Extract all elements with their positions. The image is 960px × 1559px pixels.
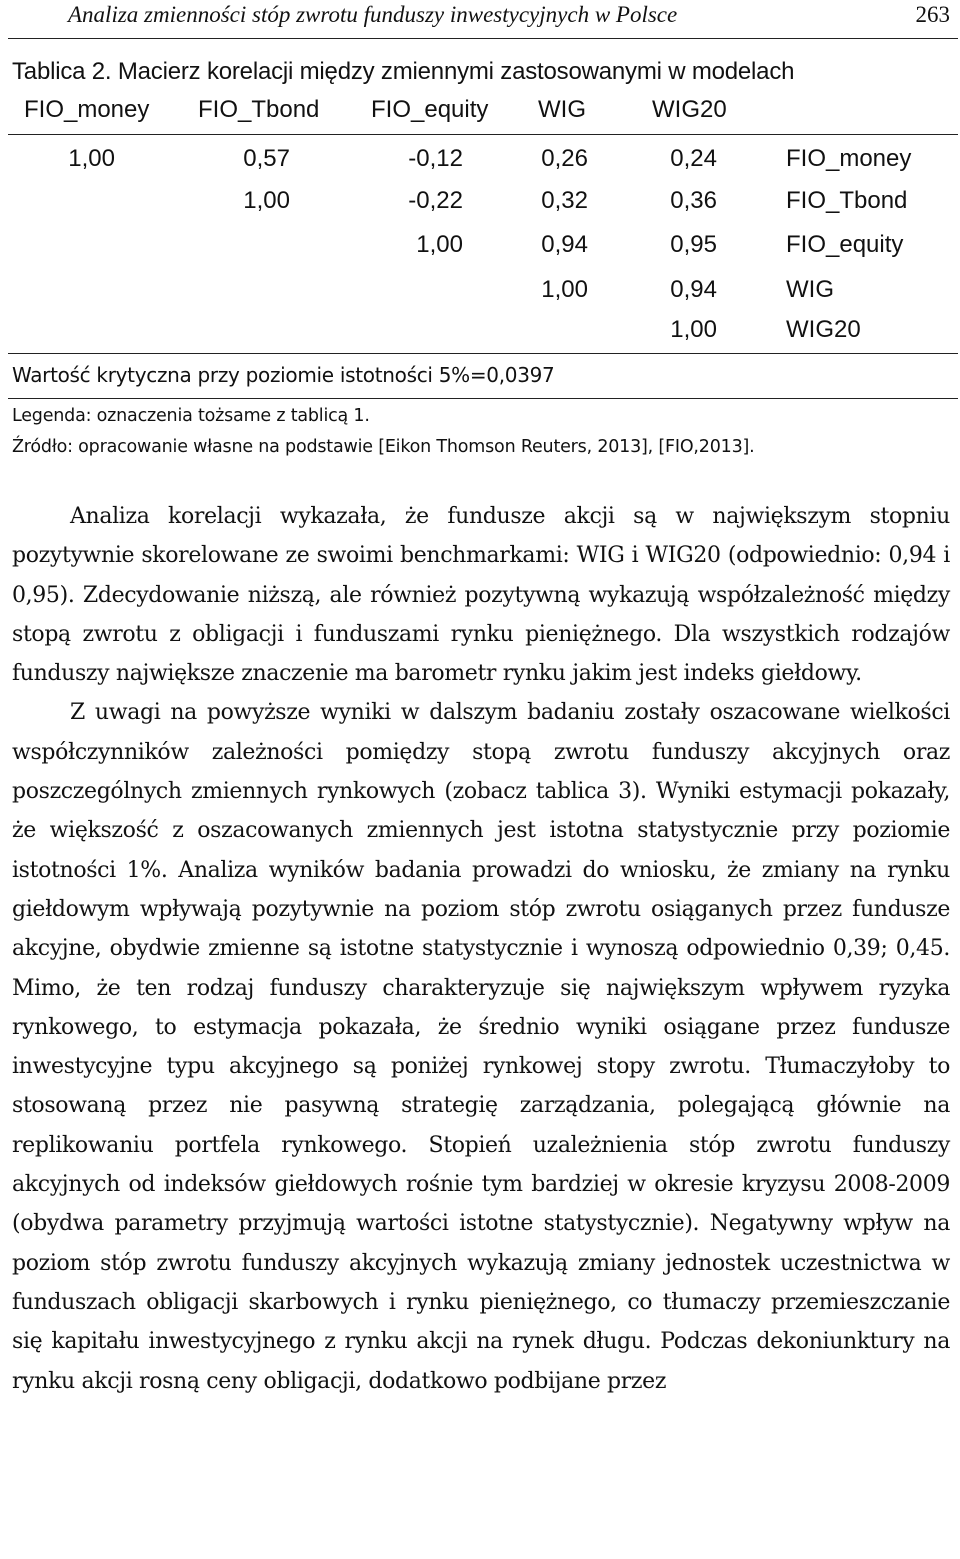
table-header-rule — [8, 134, 958, 135]
table-caption: Tablica 2. Macierz korelacji między zmiennymi zastosowanymi w modelach — [12, 58, 795, 85]
running-title: Analiza zmienności stóp zwrotu funduszy inwestycyjnych w Polsce — [68, 2, 678, 27]
paragraph: Analiza korelacji wykazała, że fundusze akcji są w największym stopniu pozytywnie skorelowane ze swoimi benchmarkami: WIG i WIG20 (odpowiednio: 0,94 i 0,95). Zdecydowanie niższą, ale również pozytywną wykazują współzależność między stopą zwrotu z obligacji i funduszami rynku pieniężnego. Dla wszystkich rodzajów funduszy największe znaczenie ma barometr rynku jakim jest indeks giełdowy. — [12, 504, 950, 687]
row-label: FIO_Tbond — [786, 187, 908, 214]
row-label: FIO_equity — [786, 231, 904, 258]
table-cell: 0,94 — [670, 276, 717, 303]
column-header: WIG20 — [652, 96, 727, 123]
table-cell: 0,24 — [670, 145, 717, 172]
column-header: FIO_Tbond — [198, 96, 320, 123]
table-cell: 0,94 — [541, 231, 588, 258]
table-cell: 1,00 — [670, 316, 717, 343]
table-cell: 0,36 — [670, 187, 717, 214]
table-cell: 0,95 — [670, 231, 717, 258]
page-number: 263 — [915, 2, 950, 27]
row-label: FIO_money — [786, 145, 912, 172]
table-source: Źródło: opracowanie własne na podstawie [Eikon Thomson Reuters, 2013], [FIO,2013]. — [12, 437, 755, 457]
column-header: FIO_money — [24, 96, 150, 123]
table-cell: 1,00 — [541, 276, 588, 303]
table-footer-rule — [8, 398, 958, 399]
row-label: WIG — [786, 276, 834, 303]
running-header — [0, 0, 960, 38]
paragraph: Z uwagi na powyższe wyniki w dalszym badaniu zostały oszacowane wielkości współczynników zależności pomiędzy stopą zwrotu funduszy akcyjnych oraz poszczególnych zmiennych rynkowych (zobacz tablica 3). Wyniki estymacji pokazały, że większość z oszacowanych zmiennych jest istotna statystycznie przy poziomie istotności 1%. Analiza wyników badania prowadzi do wniosku, że zmiany na rynku giełdowym wpływają pozytywnie na poziom stóp zwrotu osiąganych przez fundusze akcyjne, obydwie zmienne są istotne statystycznie i wynoszą odpowiednio 0,39; 0,45. Mimo, że ten rodzaj funduszy charakteryzuje się największym wpływem ryzyka rynkowego, to estymacja pokazała, że średnio wyniki osiągane przez fundusze inwestycyjne typu akcyjnego są poniżej rynkowej stopy zwrotu. Tłumaczyłoby to stosowaną przez nie pasywną strategię zarządzania, polegającą głównie na replikowaniu portfela rynkowego. Stopień uzależnienia stóp zwrotu funduszy akcyjnych od indeksów giełdowych rośnie tym bardziej w okresie kryzysu 2008-2009 (obydwa parametry przyjmują wartości istotne statystycznie). Negatywny wpływ na poziom stóp zwrotu funduszy akcyjnych wykazują zmiany jednostek uczestnictwa w funduszach obligacji skarbowych i rynku pieniężnego, co tłumaczy przemieszczanie się kapitału inwestycyjnego z rynku akcji na rynek długu. Podczas dekoniunktury na rynku akcji rosną ceny obligacji, dodatkowo podbijane przez — [12, 700, 950, 1394]
table-cell: -0,22 — [408, 187, 463, 214]
table-cell: 1,00 — [68, 145, 115, 172]
table-cell: 1,00 — [416, 231, 463, 258]
table-legend: Legenda: oznaczenia tożsame z tablicą 1. — [12, 406, 370, 426]
body-text — [12, 497, 950, 1401]
table-cell: 0,32 — [541, 187, 588, 214]
table-cell: 1,00 — [243, 187, 290, 214]
header-rule — [8, 38, 958, 39]
critical-value-note: Wartość krytyczna przy poziomie istotności 5%=0,0397 — [12, 363, 555, 387]
table-cell: -0,12 — [408, 145, 463, 172]
row-label: WIG20 — [786, 316, 861, 343]
table-cell: 0,57 — [243, 145, 290, 172]
table-bottom-rule — [8, 353, 958, 354]
column-header: FIO_equity — [371, 96, 489, 123]
table-cell: 0,26 — [541, 145, 588, 172]
column-header: WIG — [538, 96, 586, 123]
